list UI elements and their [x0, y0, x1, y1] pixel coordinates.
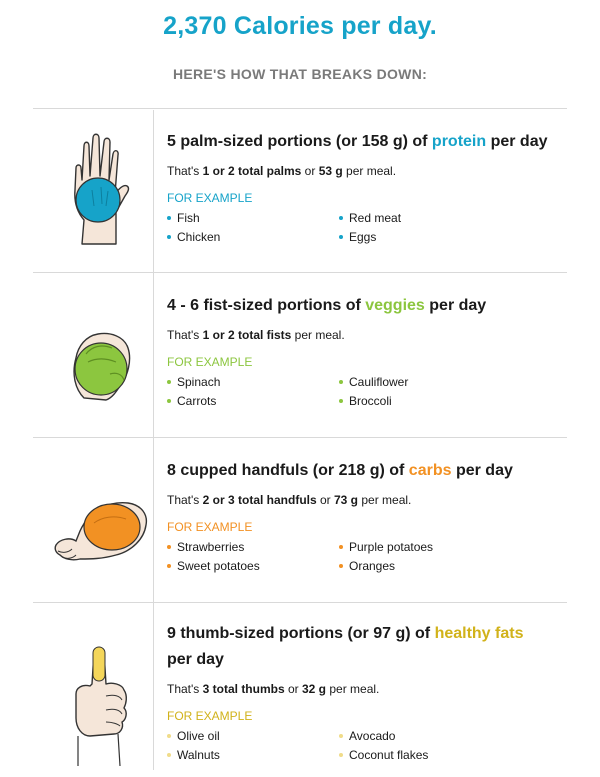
- list-item: Oranges: [339, 559, 539, 574]
- per-meal-note: That's 1 or 2 total palms or 53 g per meal.: [167, 164, 397, 178]
- example-list: [167, 729, 537, 763]
- per-meal-note: That's 1 or 2 total fists per meal.: [167, 328, 345, 342]
- heading-text: 5 palm-sized portions (or 158 g) of: [167, 133, 432, 150]
- example-label: FOR EXAMPLE: [167, 520, 253, 534]
- list-item: Cauliflower: [339, 375, 539, 390]
- thumb-icon: [68, 642, 138, 762]
- list-item: Coconut flakes: [339, 748, 539, 763]
- example-label: FOR EXAMPLE: [167, 191, 253, 205]
- bullet-icon: [339, 380, 343, 384]
- veggies-content: [167, 293, 577, 409]
- example-label: FOR EXAMPLE: [167, 355, 253, 369]
- palm-icon: [68, 132, 138, 252]
- list-item: Carrots: [167, 394, 339, 409]
- list-item: Walnuts: [167, 748, 339, 763]
- bullet-icon: [339, 564, 343, 568]
- list-item: Broccoli: [339, 394, 539, 409]
- cupped-hand-icon: [50, 467, 150, 587]
- list-item: Spinach: [167, 375, 339, 390]
- page-subtitle: HERE'S HOW THAT BREAKS DOWN:: [172, 66, 428, 82]
- list-item: Chicken: [167, 230, 339, 245]
- example-label: FOR EXAMPLE: [167, 709, 253, 723]
- protein-content: [167, 129, 577, 245]
- list-item: Sweet potatoes: [167, 559, 339, 574]
- fats-content: [167, 621, 537, 763]
- example-list: [167, 375, 577, 409]
- heading-text: per day: [167, 651, 224, 668]
- bullet-icon: [339, 235, 343, 239]
- section-heading: [167, 293, 577, 319]
- per-meal-note: That's 2 or 3 total handfuls or 73 g per meal.: [167, 493, 412, 507]
- bullet-icon: [167, 216, 171, 220]
- list-item: Fish: [167, 211, 339, 226]
- bullet-icon: [167, 734, 171, 738]
- bullet-icon: [167, 564, 171, 568]
- heading-text: per day: [451, 462, 513, 479]
- section-heading: [167, 458, 577, 484]
- list-item: Strawberries: [167, 540, 339, 555]
- fist-icon: [68, 302, 138, 422]
- per-meal-note: That's 3 total thumbs or 32 g per meal.: [167, 682, 380, 696]
- heading-keyword: protein: [431, 133, 487, 150]
- section-heading: [167, 129, 577, 155]
- bullet-icon: [339, 734, 343, 738]
- section-heading: [167, 621, 537, 673]
- bullet-icon: [339, 399, 343, 403]
- heading-text: per day: [424, 297, 487, 314]
- heading-text: 8 cupped handfuls (or 218 g) of: [167, 462, 409, 479]
- list-item: Olive oil: [167, 729, 339, 744]
- heading-text: 9 thumb-sized portions (or 97 g) of: [167, 625, 435, 642]
- divider: [33, 602, 567, 603]
- heading-keyword: carbs: [408, 462, 452, 479]
- divider: [33, 272, 567, 273]
- bullet-icon: [339, 545, 343, 549]
- bullet-icon: [167, 753, 171, 757]
- bullet-icon: [167, 380, 171, 384]
- list-item: Avocado: [339, 729, 539, 744]
- divider: [33, 437, 567, 438]
- bullet-icon: [167, 399, 171, 403]
- example-list: [167, 540, 577, 574]
- list-item: Eggs: [339, 230, 539, 245]
- bullet-icon: [167, 235, 171, 239]
- bullet-icon: [339, 216, 343, 220]
- page-title: 2,370 Calories per day.: [163, 12, 437, 40]
- heading-keyword: healthy fats: [434, 625, 524, 642]
- column-divider: [153, 110, 154, 770]
- heading-text: per day: [486, 133, 548, 150]
- divider: [33, 108, 567, 109]
- list-item: Red meat: [339, 211, 539, 226]
- heading-keyword: veggies: [365, 297, 425, 314]
- heading-text: 4 - 6 fist-sized portions of: [167, 297, 366, 314]
- carbs-content: [167, 458, 577, 574]
- list-item: Purple potatoes: [339, 540, 539, 555]
- bullet-icon: [167, 545, 171, 549]
- example-list: [167, 211, 577, 245]
- bullet-icon: [339, 753, 343, 757]
